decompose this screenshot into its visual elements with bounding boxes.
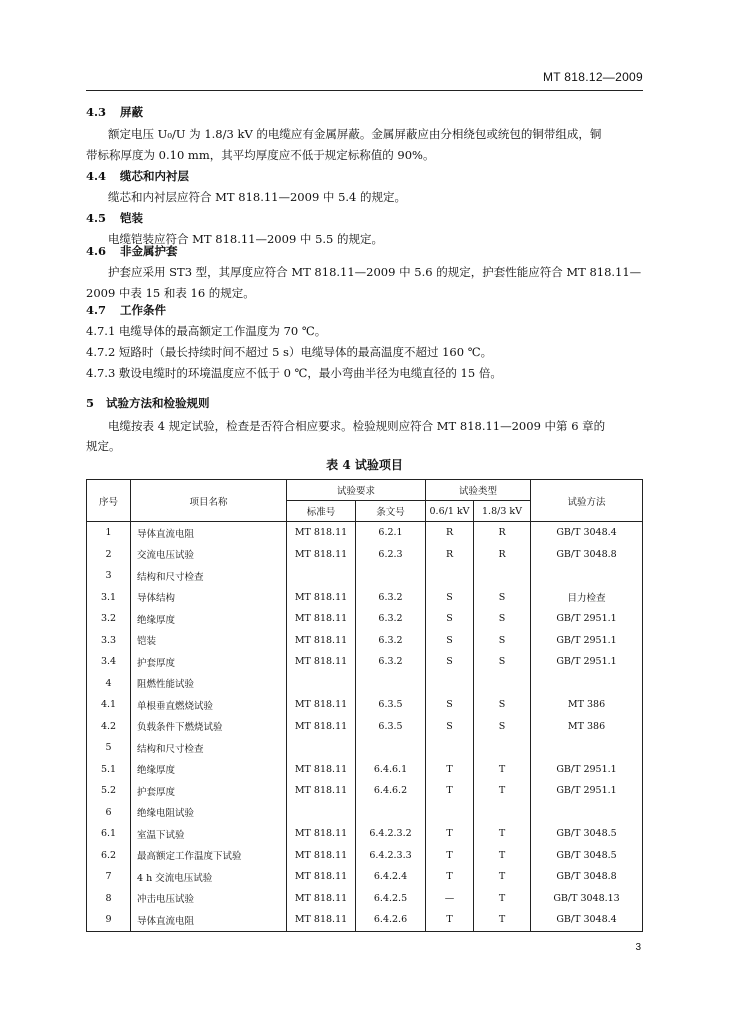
cell-clause: 6.4.2.3.2 [356,823,426,845]
cell-type-0-6-1kv [426,802,474,824]
cell-method: GB/T 2951.1 [531,651,643,673]
cell-clause: 6.4.6.2 [356,780,426,802]
header-seq: 序号 [87,480,131,522]
cell-method: GB/T 2951.1 [531,630,643,652]
table-row [87,737,643,759]
table-row [87,544,643,566]
cell-type-0-6-1kv: S [426,608,474,630]
section-4-5-title: 铠装 [120,211,143,225]
cell-item-name: 绝缘电阻试验 [131,802,287,824]
cell-type-0-6-1kv [426,673,474,695]
cell-standard: MT 818.11 [287,823,356,845]
cell-type-1-8-3kv [474,565,531,587]
table-row [87,888,643,910]
cell-method: GB/T 3048.8 [531,544,643,566]
cell-standard [287,673,356,695]
table-row [87,630,643,652]
header-type-0-6-1kv: 0.6/1 kV [426,501,474,522]
section-4-7-3: 4.7.3 敷设电缆时的环境温度应不低于 0 ℃，最小弯曲半径为电缆直径的 15 倍。 [86,366,502,380]
cell-type-1-8-3kv: S [474,608,531,630]
header-test-method: 试验方法 [531,480,643,522]
section-5-text-2: 规定。 [86,439,121,453]
page-number: 3 [635,942,641,953]
cell-standard [287,737,356,759]
cell-seq: 4 [87,673,131,695]
cell-standard: MT 818.11 [287,866,356,888]
section-5-text-1: 电缆按表 4 规定试验，检查是否符合相应要求。检验规则应符合 MT 818.11—2009 中第 6 章的 [108,419,606,433]
cell-clause: 6.4.2.3.3 [356,845,426,867]
cell-method: GB/T 3048.5 [531,845,643,867]
cell-type-1-8-3kv: R [474,544,531,566]
cell-seq: 4.2 [87,716,131,738]
cell-seq: 6 [87,802,131,824]
table-caption: 表 4 试验项目 [326,458,403,472]
cell-type-0-6-1kv: S [426,630,474,652]
table-row [87,716,643,738]
cell-item-name: 导体直流电阻 [131,909,287,931]
cell-method: GB/T 3048.13 [531,888,643,910]
cell-type-1-8-3kv: S [474,694,531,716]
table-row [87,694,643,716]
cell-method [531,737,643,759]
section-4-7-title: 工作条件 [120,303,166,317]
cell-method [531,673,643,695]
cell-type-1-8-3kv: S [474,630,531,652]
cell-seq: 1 [87,522,131,544]
header-type-1-8-3kv: 1.8/3 kV [474,501,531,522]
cell-item-name: 绝缘厚度 [131,608,287,630]
table-row [87,866,643,888]
header-item-name: 项目名称 [131,480,287,522]
cell-seq: 5 [87,737,131,759]
section-4-3-title: 屏蔽 [120,105,143,119]
table-row [87,673,643,695]
cell-seq: 3.1 [87,587,131,609]
cell-standard [287,565,356,587]
section-4-4-number: 4.4 [86,169,107,183]
section-4-7-1: 4.7.1 电缆导体的最高额定工作温度为 70 ℃。 [86,324,327,338]
cell-type-0-6-1kv: T [426,780,474,802]
cell-method: GB/T 3048.4 [531,522,643,544]
cell-standard: MT 818.11 [287,845,356,867]
cell-seq: 4.1 [87,694,131,716]
section-4-6-text-2: 2009 中表 15 和表 16 的规定。 [86,286,255,300]
cell-seq: 3.4 [87,651,131,673]
table-row [87,845,643,867]
cell-method: MT 386 [531,694,643,716]
cell-type-1-8-3kv: T [474,780,531,802]
cell-item-name: 交流电压试验 [131,544,287,566]
cell-type-0-6-1kv [426,565,474,587]
cell-type-0-6-1kv [426,737,474,759]
cell-type-0-6-1kv: T [426,759,474,781]
cell-type-0-6-1kv: T [426,845,474,867]
cell-method: GB/T 3048.5 [531,823,643,845]
table-row [87,823,643,845]
cell-item-name: 护套厚度 [131,780,287,802]
cell-item-name: 单根垂直燃烧试验 [131,694,287,716]
cell-standard: MT 818.11 [287,608,356,630]
header-rule [86,90,643,91]
cell-item-name: 护套厚度 [131,651,287,673]
cell-item-name: 最高额定工作温度下试验 [131,845,287,867]
cell-standard: MT 818.11 [287,544,356,566]
cell-seq: 3.2 [87,608,131,630]
table-row [87,780,643,802]
cell-type-0-6-1kv: R [426,544,474,566]
test-items-table [86,479,643,932]
section-4-7-2: 4.7.2 短路时（最长持续时间不超过 5 s）电缆导体的最高温度不超过 160 ℃。 [86,345,493,359]
cell-seq: 3 [87,565,131,587]
cell-type-1-8-3kv: S [474,716,531,738]
section-4-6-number: 4.6 [86,244,107,258]
cell-seq: 6.1 [87,823,131,845]
cell-standard: MT 818.11 [287,888,356,910]
header-test-type: 试验类型 [426,480,531,501]
cell-method: GB/T 3048.8 [531,866,643,888]
cell-type-0-6-1kv: T [426,866,474,888]
cell-type-1-8-3kv: T [474,909,531,931]
section-4-7-number: 4.7 [86,303,107,317]
table-row [87,587,643,609]
section-4-3-text-2: 带标称厚度为 0.10 mm，其平均厚度应不低于规定标称值的 90%。 [86,148,435,162]
cell-clause: 6.3.2 [356,651,426,673]
cell-standard: MT 818.11 [287,522,356,544]
cell-standard: MT 818.11 [287,587,356,609]
cell-standard: MT 818.11 [287,716,356,738]
header-requirements: 试验要求 [287,480,426,501]
cell-clause: 6.4.6.1 [356,759,426,781]
table-row [87,608,643,630]
cell-type-0-6-1kv: R [426,522,474,544]
cell-standard: MT 818.11 [287,759,356,781]
cell-clause [356,737,426,759]
cell-type-1-8-3kv [474,673,531,695]
cell-type-1-8-3kv: T [474,866,531,888]
cell-standard [287,802,356,824]
cell-type-1-8-3kv: T [474,759,531,781]
cell-type-1-8-3kv: R [474,522,531,544]
cell-clause: 6.2.1 [356,522,426,544]
cell-clause [356,802,426,824]
cell-method [531,802,643,824]
cell-item-name: 铠装 [131,630,287,652]
section-4-3-number: 4.3 [86,105,107,119]
section-5-title: 试验方法和检验规则 [106,396,210,410]
cell-type-1-8-3kv [474,737,531,759]
cell-type-0-6-1kv: S [426,587,474,609]
header-clause-no: 条文号 [356,501,426,522]
cell-clause [356,565,426,587]
cell-item-name: 负载条件下燃烧试验 [131,716,287,738]
cell-type-0-6-1kv: S [426,716,474,738]
cell-method: GB/T 3048.4 [531,909,643,931]
cell-clause: 6.3.5 [356,694,426,716]
cell-item-name: 结构和尺寸检查 [131,565,287,587]
section-4-3-text-1: 额定电压 U₀/U 为 1.8/3 kV 的电缆应有金属屏蔽。金属屏蔽应由分相绕包或统包的铜带组成，铜 [108,127,602,141]
table-row [87,522,643,544]
cell-type-1-8-3kv: T [474,888,531,910]
cell-seq: 5.2 [87,780,131,802]
cell-clause [356,673,426,695]
section-4-4-text: 缆芯和内衬层应符合 MT 818.11—2009 中 5.4 的规定。 [108,190,407,204]
cell-clause: 6.2.3 [356,544,426,566]
cell-seq: 8 [87,888,131,910]
cell-clause: 6.4.2.6 [356,909,426,931]
section-4-5-number: 4.5 [86,211,107,225]
section-4-6-text-1: 护套应采用 ST3 型，其厚度应符合 MT 818.11—2009 中 5.6 的规定，护套性能应符合 MT 818.11— [108,265,642,279]
cell-method: MT 386 [531,716,643,738]
cell-clause: 6.3.5 [356,716,426,738]
cell-type-0-6-1kv: T [426,909,474,931]
cell-method: GB/T 2951.1 [531,608,643,630]
cell-item-name: 结构和尺寸检查 [131,737,287,759]
cell-item-name: 绝缘厚度 [131,759,287,781]
cell-item-name: 导体直流电阻 [131,522,287,544]
cell-seq: 9 [87,909,131,931]
cell-type-1-8-3kv: T [474,845,531,867]
cell-item-name: 阻燃性能试验 [131,673,287,695]
table-row [87,651,643,673]
cell-type-0-6-1kv: S [426,651,474,673]
cell-standard: MT 818.11 [287,909,356,931]
section-4-6-title: 非金属护套 [120,244,178,258]
cell-method: GB/T 2951.1 [531,759,643,781]
cell-seq: 5.1 [87,759,131,781]
table-row [87,759,643,781]
cell-standard: MT 818.11 [287,651,356,673]
cell-item-name: 室温下试验 [131,823,287,845]
cell-type-0-6-1kv: — [426,888,474,910]
cell-seq: 6.2 [87,845,131,867]
cell-item-name: 4 h 交流电压试验 [131,866,287,888]
cell-method [531,565,643,587]
cell-method: GB/T 2951.1 [531,780,643,802]
cell-clause: 6.3.2 [356,608,426,630]
cell-clause: 6.4.2.4 [356,866,426,888]
cell-item-name: 导体结构 [131,587,287,609]
cell-standard: MT 818.11 [287,694,356,716]
cell-type-1-8-3kv [474,802,531,824]
cell-type-1-8-3kv: S [474,587,531,609]
cell-type-1-8-3kv: T [474,823,531,845]
cell-clause: 6.3.2 [356,587,426,609]
cell-seq: 3.3 [87,630,131,652]
cell-standard: MT 818.11 [287,630,356,652]
cell-method: 目力检查 [531,587,643,609]
cell-standard: MT 818.11 [287,780,356,802]
cell-type-1-8-3kv: S [474,651,531,673]
table-row [87,909,643,931]
cell-seq: 2 [87,544,131,566]
table-row [87,802,643,824]
cell-seq: 7 [87,866,131,888]
header-standard-no: 标准号 [287,501,356,522]
section-5-number: 5 [86,396,95,410]
cell-type-0-6-1kv: S [426,694,474,716]
section-4-5-text: 电缆铠装应符合 MT 818.11—2009 中 5.5 的规定。 [108,232,384,246]
section-4-4-title: 缆芯和内衬层 [120,169,189,183]
cell-clause: 6.4.2.5 [356,888,426,910]
cell-type-0-6-1kv: T [426,823,474,845]
document-code: MT 818.12—2009 [542,70,643,84]
cell-item-name: 冲击电压试验 [131,888,287,910]
table-row [87,565,643,587]
cell-clause: 6.3.2 [356,630,426,652]
